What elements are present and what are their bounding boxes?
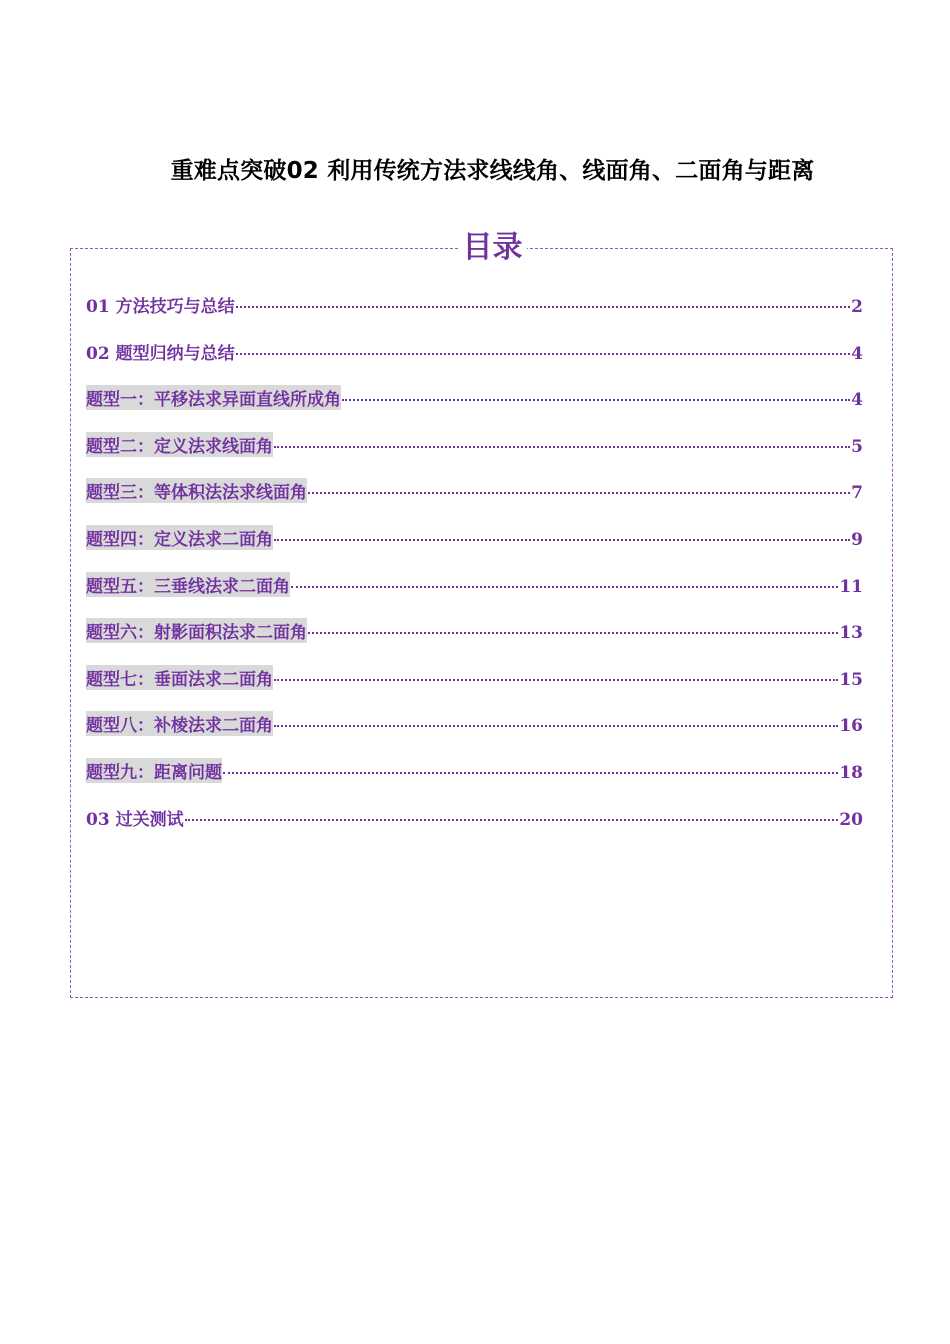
toc-page-number: 2 [851, 297, 863, 317]
toc-entry-label: 题型六：射影面积法求二面角 [86, 618, 307, 643]
toc-dot-leader [236, 306, 851, 308]
document-title: 重难点突破02 利用传统方法求线线角、线面角、二面角与距离 [170, 158, 815, 184]
toc-page-number: 4 [851, 390, 863, 411]
toc-entry-label: 题型三：等体积法法求线面角 [86, 478, 307, 503]
toc-entry-type-summary[interactable] [86, 339, 863, 386]
toc-entry-type-3[interactable] [86, 478, 863, 525]
toc-dot-leader [342, 399, 850, 401]
toc-entry-type-7[interactable] [86, 665, 863, 712]
toc-entry-label: 题型八：补棱法求二面角 [86, 711, 273, 736]
toc-entry-label: 题型一：平移法求异面直线所成角 [86, 385, 341, 410]
toc-entry-type-8[interactable] [86, 711, 863, 758]
toc-entry-label: 03 过关测试 [86, 809, 184, 830]
toc-dot-leader [274, 725, 838, 727]
toc-entry-label: 题型二：定义法求线面角 [86, 432, 273, 457]
toc-entry-label: 题型七：垂面法求二面角 [86, 665, 273, 690]
toc-page-number: 5 [851, 436, 863, 457]
toc-entry-label: 01 方法技巧与总结 [86, 297, 235, 317]
toc-dot-leader [236, 353, 851, 355]
toc-dot-leader [274, 446, 850, 448]
toc-page-number: 13 [839, 623, 863, 644]
toc-entry-type-5[interactable] [86, 572, 863, 619]
toc-page-number: 20 [839, 809, 863, 830]
toc-heading [0, 222, 950, 266]
toc-entry-label: 题型五：三垂线法求二面角 [86, 572, 290, 597]
toc-page-number: 11 [839, 576, 863, 597]
toc-page-number: 7 [851, 483, 863, 504]
toc-page-number: 15 [839, 669, 863, 690]
toc-dot-leader [274, 679, 838, 681]
toc-entry-label: 题型四：定义法求二面角 [86, 525, 273, 550]
toc-dot-leader [185, 819, 839, 821]
toc-entry-type-2[interactable] [86, 432, 863, 479]
toc-dot-leader [308, 632, 838, 634]
toc-list [86, 292, 863, 851]
toc-entry-type-6[interactable] [86, 618, 863, 665]
toc-entry-type-1[interactable] [86, 385, 863, 432]
toc-page-number: 18 [839, 762, 863, 783]
toc-page-number: 9 [851, 529, 863, 550]
toc-dot-leader [291, 586, 838, 588]
toc-page-number: 4 [851, 343, 863, 364]
toc-dot-leader [308, 492, 850, 494]
toc-page-number: 16 [839, 716, 863, 737]
toc-entry-type-9[interactable] [86, 758, 863, 805]
toc-heading-text: 目录 [459, 230, 527, 265]
toc-entry-label: 题型九：距离问题 [86, 758, 222, 783]
toc-entry-methods-summary[interactable] [86, 292, 863, 339]
toc-entry-final-test[interactable] [86, 805, 863, 852]
toc-entry-label: 02 题型归纳与总结 [86, 343, 235, 364]
toc-dot-leader [223, 772, 838, 774]
toc-entry-type-4[interactable] [86, 525, 863, 572]
toc-dot-leader [274, 539, 850, 541]
